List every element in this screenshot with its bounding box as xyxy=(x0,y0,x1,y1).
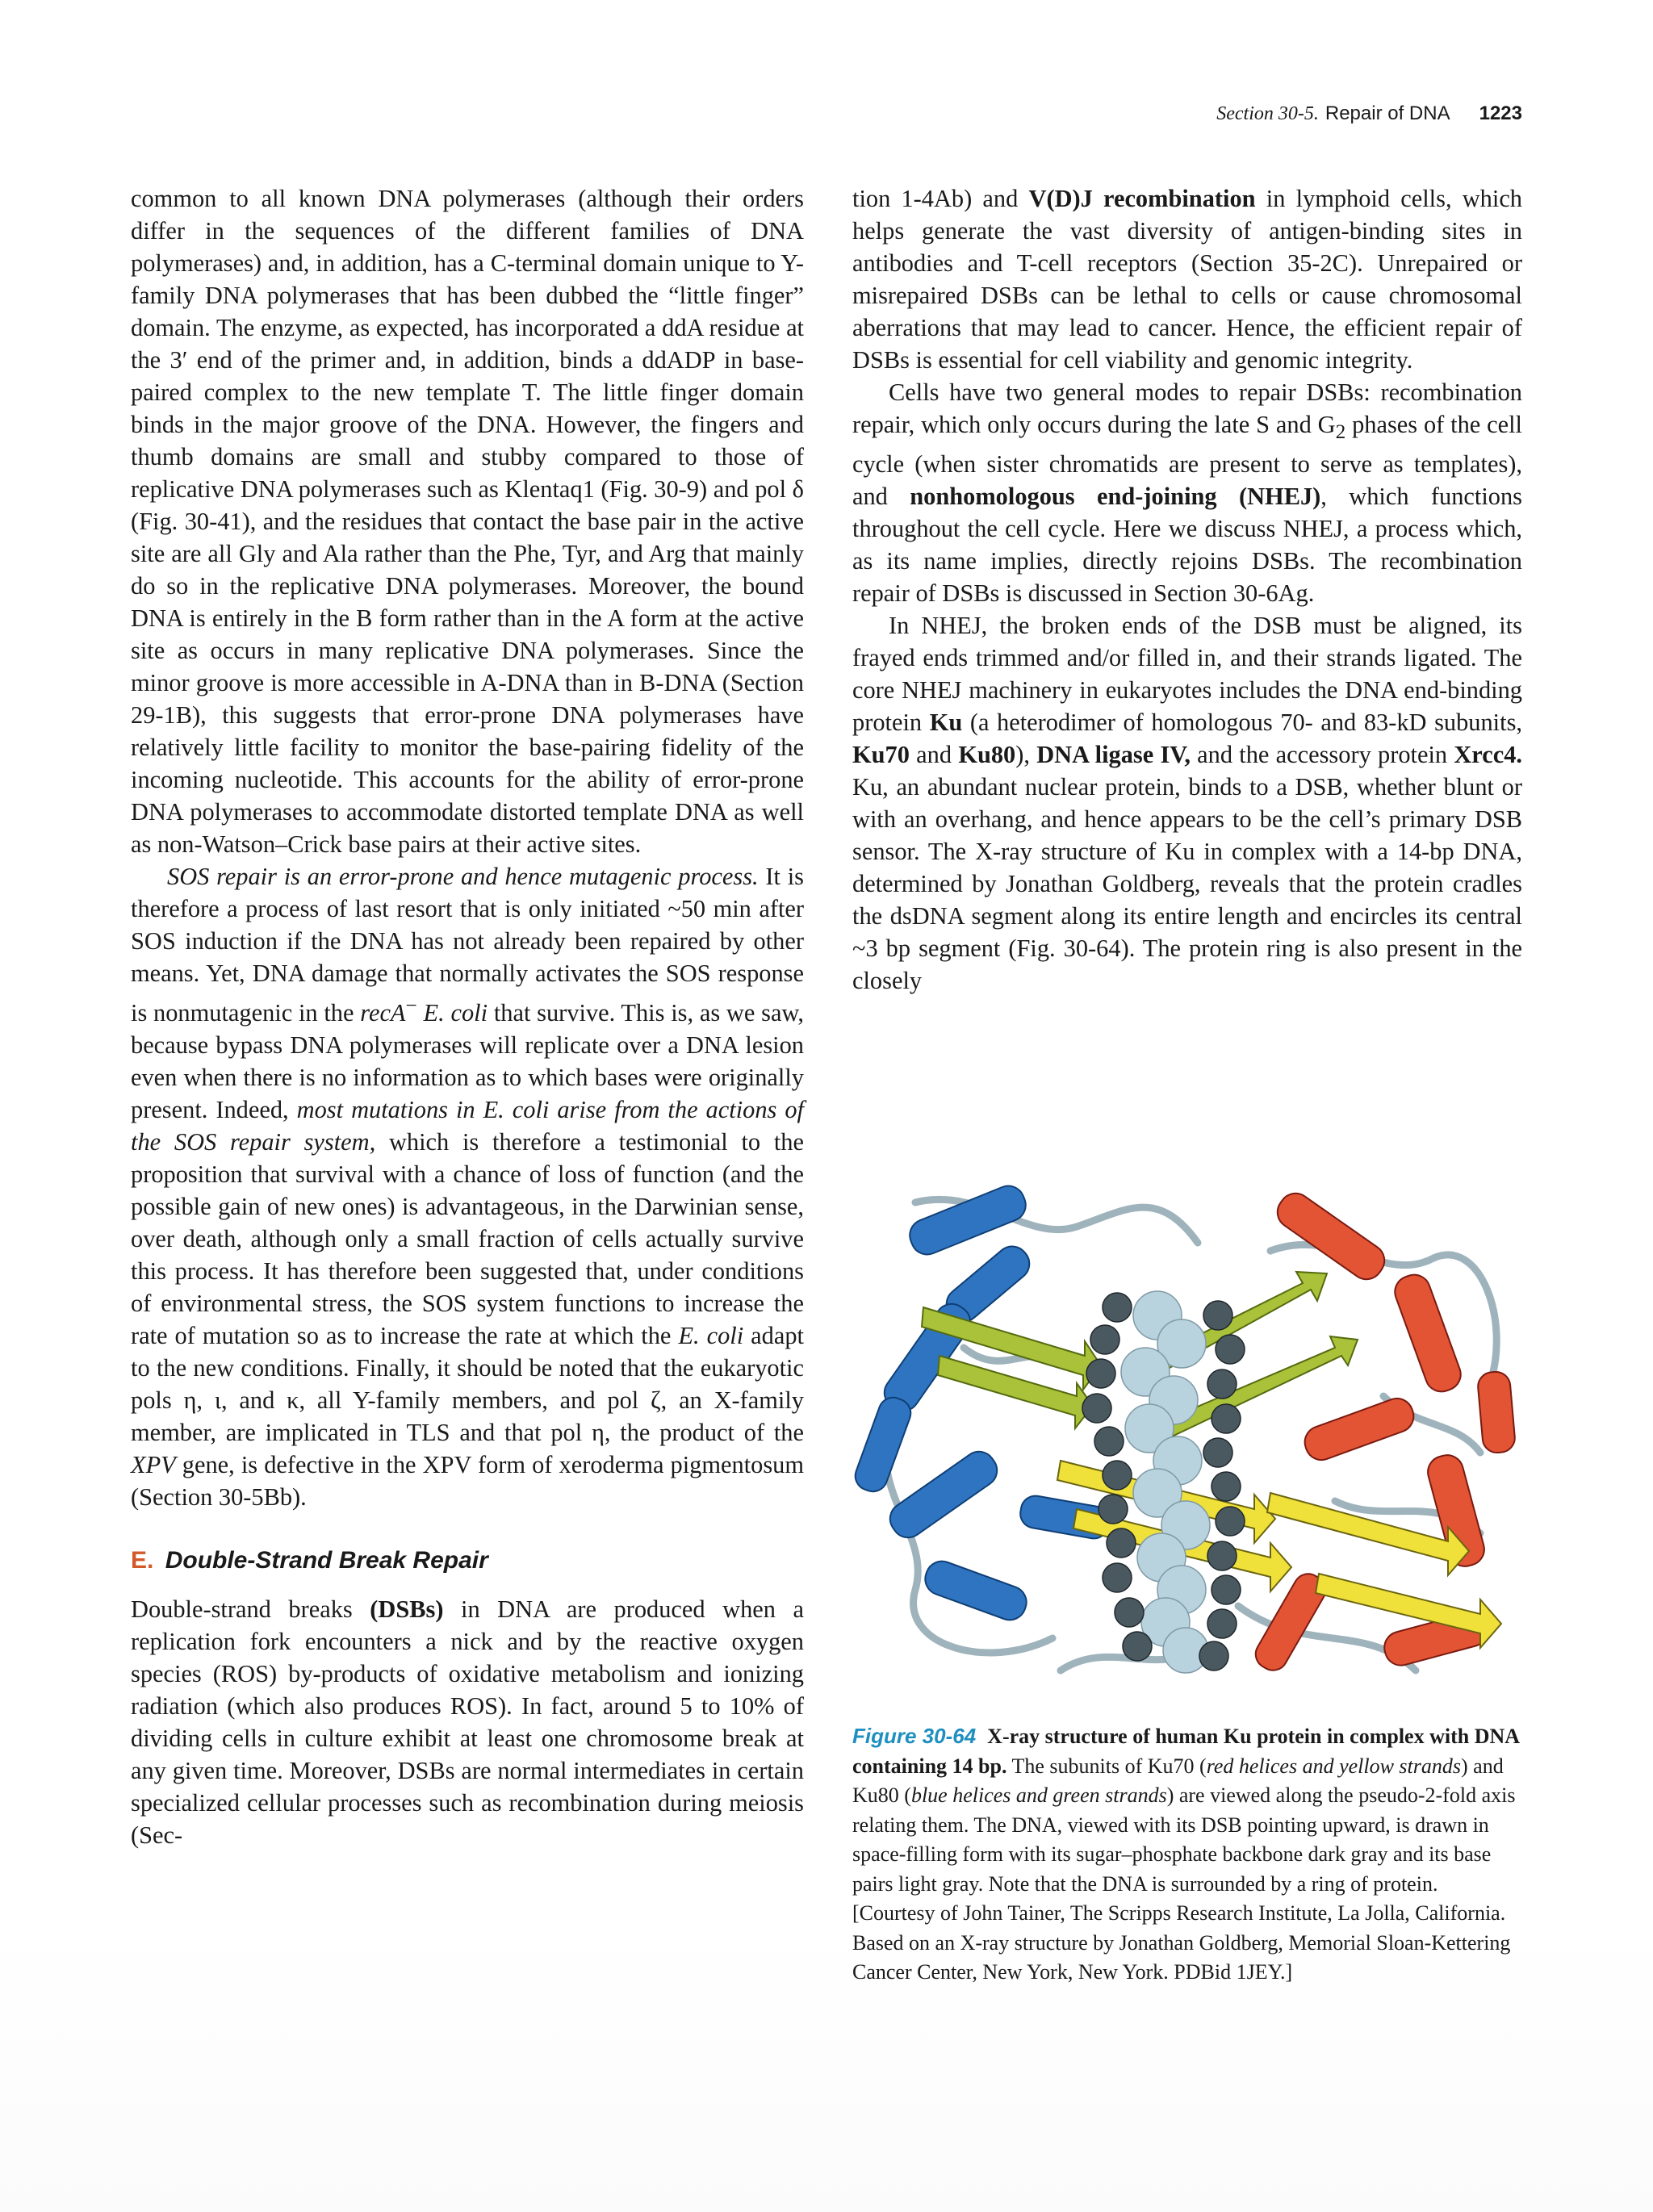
left-column xyxy=(131,182,804,1851)
ku-protein-figure xyxy=(818,1154,1545,1711)
text-run: Ku, an abundant nuclear protein, binds to a DSB, whether blunt or with an overhang, and hence appears to be the cell’s primary DSB sensor. The X-ray structure of Ku in complex with a 14-bp DNA, determined by Jonathan Goldberg, reveals that the protein cradles the dsDNA segment along its entire length and encircles its central ~3 bp segment (Fig. 30-64). The protein ring is also present in the closely xyxy=(852,773,1522,995)
text-run: which is therefore a testimonial to the proposition that survival with a chance of loss of function (and the possible gain of new ones) is advantageous, in the Darwinian sense, over death, although only a small fraction of cells actually survive this process. It has therefore been suggested that, under conditions of environmental stress, the SOS system functions to increase the rate of mutation so as to increase the rate at which the xyxy=(131,1128,804,1350)
running-head-section: Section 30-5. xyxy=(1216,103,1319,124)
caption-text: ) and Ku80 ( xyxy=(852,1754,1504,1807)
text-run: Double-strand breaks xyxy=(131,1595,370,1624)
text-run: gene, is defective in the XPV form of xeroderma pigmentosum (Section 30-5Bb). xyxy=(131,1451,804,1512)
key-term: Ku xyxy=(929,709,963,737)
text-run: tion 1-4Ab) and xyxy=(852,185,1029,212)
emphasis-text: most mutations in E. coli arise from the actions of the SOS repair system, xyxy=(131,1096,804,1156)
key-term: Xrcc4. xyxy=(1454,741,1523,769)
page-number: 1223 xyxy=(1479,102,1522,124)
key-term: Ku70 xyxy=(852,741,910,769)
text-run: In NHEJ, the broken ends of the DSB must be aligned, its frayed ends trimmed and/or filled in, and their strands ligated. The core NHEJ machinery in eukaryotes includes the DNA end-binding protein xyxy=(852,612,1522,737)
key-term: Ku80 xyxy=(958,741,1016,769)
organism-name: E. coli xyxy=(678,1322,744,1350)
superscript: − xyxy=(405,994,417,1017)
emphasis-text: SOS repair is an error-prone and hence mutagenic process. xyxy=(167,863,759,890)
text-run: Cells have two general modes to repair DSBs: recombination repair, which only occurs during the late S and G xyxy=(852,378,1522,438)
text-run: phases of the cell cycle (when sister chromatids are present to serve as templates), and xyxy=(852,411,1522,511)
section-title: Double-Strand Break Repair xyxy=(165,1547,488,1574)
paragraph-vdj xyxy=(852,182,1522,376)
caption-text: ) are viewed along the pseudo-2-fold axis relating them. The DNA, viewed with its DSB pointing upward, is drawn in space-filling form with its sugar–phosphate backbone dark gray and its base pairs light gray. Note that the DNA is surrounded by a ring of protein. [Courtesy of John Tainer, The Scripps Research Institute, La Jolla, California. Based on an X-ray structure by Jonathan Goldberg, Memorial Sloan-Kettering Cancer Center, New York, New York. PDBid 1JEY.] xyxy=(852,1783,1516,1984)
text-run: and xyxy=(909,741,959,769)
figure-title: X-ray structure of human Ku protein in complex with DNA containing 14 bp. xyxy=(852,1725,1519,1778)
gene-name: recA xyxy=(360,999,406,1027)
ku-dna-structure-illustration xyxy=(818,1154,1545,1711)
section-label: E. xyxy=(131,1547,154,1574)
subscript: 2 xyxy=(1335,420,1346,444)
text-run: in lymphoid cells, which helps generate the vast diversity of antigen-binding sites in antibodies and T-cell receptors (Section 35-2C). Unrepaired or misrepaired DSBs can be lethal to cells or cause chromosomal aberrations that may lead to cancer. Hence, the efficient repair of DSBs is essential for cell viability and genomic integrity. xyxy=(852,185,1523,374)
gene-name: XPV xyxy=(131,1451,176,1479)
text-run: that survive. This is, as we saw, because bypass DNA polymerases will replicate over a DNA lesion even when there is no information as to which bases were originally present. Indeed, xyxy=(131,999,805,1124)
text-run: adapt to the new conditions. Finally, it should be noted that the eukaryotic pols η, ι, and κ, all Y-family members, and pol ζ, an X-family member, are implicated in TLS and that pol η, the product of the xyxy=(131,1322,804,1447)
paragraph-dsb-modes xyxy=(852,376,1522,609)
text-run: and the accessory protein xyxy=(1190,741,1454,769)
figure-label: Figure 30-64 xyxy=(852,1724,977,1748)
text-run: in DNA are produced when a replication fork encounters a nick and by the reactive oxygen species (ROS) by-products of oxidative metabolism and ionizing radiation (which also produces ROS). In fact, around 5 to 10% of dividing cells in culture exhibit at least one chromosome break at any given time. Moreover, DSBs are normal intermediates in certain specialized cellular processes such as recombination during meiosis (Sec- xyxy=(131,1595,804,1850)
text-run: It is therefore a process of last resort that is only initiated ~50 min after SOS induction if the DNA has not already been repaired by other means. Yet, DNA damage that normally activates the SOS response is nonmutagenic in the xyxy=(131,863,805,1027)
running-head xyxy=(1216,100,1522,128)
key-term: V(D)J recombination xyxy=(1028,185,1256,212)
section-heading xyxy=(131,1546,804,1575)
organism-name: E. coli xyxy=(416,999,488,1027)
paragraph-dsb-intro xyxy=(131,1593,804,1851)
paragraph-polymerase-structure: common to all known DNA polymerases (although their orders differ in the sequences of the different families of DNA polymerases) and, in addition, has a C-terminal domain unique to Y-family DNA polymerases that has been dubbed the “little finger” domain. The enzyme, as expected, has incorporated a ddA residue at the 3′ end of the primer and, in addition, binds a ddADP in base-paired complex to the new template T. The little finger domain binds in the major groove of the DNA. However, the fingers and thumb domains are small and stubby compared to those of replicative DNA polymerases such as Klentaq1 (Fig. 30-9) and pol δ (Fig. 30-41), and the residues that contact the base pair in the active site are all Gly and Ala rather than the Phe, Tyr, and Arg that mainly do so in the replicative DNA polymerases. Moreover, the bound DNA is entirely in the B form rather than in the A form at the active site as occurs in many replicative DNA polymerases. Since the minor groove is more accessible in A-DNA than in B-DNA (Section 29-1B), this suggests that error-prone DNA polymerases have relatively little facility to monitor the base-pairing fidelity of the incoming nucleotide. This accounts for the ability of error-prone DNA polymerases to accommodate distorted template DNA as well as non-Watson–Crick base pairs at their active sites. xyxy=(131,185,804,858)
paragraph-sos-repair xyxy=(131,860,804,1513)
right-column xyxy=(852,182,1522,997)
paragraph-nhej xyxy=(852,609,1522,997)
key-term: (DSBs) xyxy=(370,1595,444,1624)
key-term: nonhomologous end-joining (NHEJ) xyxy=(910,483,1321,511)
text-run: ), xyxy=(1015,741,1037,769)
caption-text: The subunits of Ku70 ( xyxy=(1006,1754,1207,1778)
text-run: (a heterodimer of homologous 70- and 83-kD subunits, xyxy=(962,709,1522,737)
running-head-title: Repair of DNA xyxy=(1324,102,1450,124)
text-run: , which functions throughout the cell cycle. Here we discuss NHEJ, a process which, as its name implies, directly rejoins DSBs. The recombination repair of DSBs is discussed in Section 30-6Ag. xyxy=(852,483,1523,608)
caption-emphasis: red helices and yellow strands xyxy=(1206,1754,1462,1778)
figure-caption xyxy=(852,1721,1522,1988)
key-term: DNA ligase IV, xyxy=(1036,741,1191,769)
caption-emphasis: blue helices and green strands xyxy=(910,1783,1167,1807)
